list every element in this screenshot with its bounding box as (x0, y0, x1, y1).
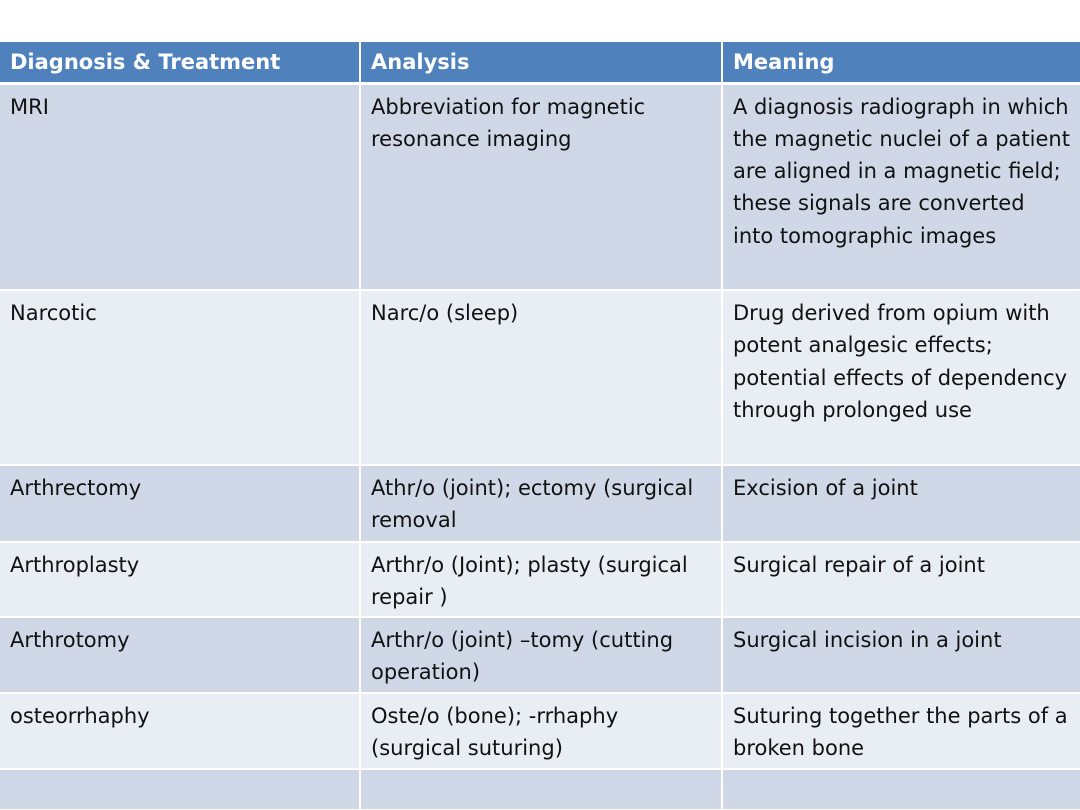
table-row (0, 693, 1080, 769)
table-row (0, 290, 1080, 465)
term-cell: Arthrectomy (0, 465, 360, 542)
table-header-row (0, 42, 1080, 83)
meaning-cell: Suturing together the parts of a broken bone (722, 693, 1080, 769)
analysis-cell (360, 769, 722, 810)
table-row (0, 83, 1080, 290)
table-row (0, 617, 1080, 693)
meaning-cell: Surgical incision in a joint (722, 617, 1080, 693)
analysis-cell: Arthr/o (joint) –tomy (cutting operation) (360, 617, 722, 693)
term-cell: Arthroplasty (0, 542, 360, 617)
analysis-cell: Arthr/o (Joint); plasty (surgical repair ) (360, 542, 722, 617)
meaning-cell: Drug derived from opium with potent analgesic effects; potential effects of dependency through prolonged use (722, 290, 1080, 465)
term-cell: MRI (0, 83, 360, 290)
terminology-table (0, 42, 1080, 810)
meaning-cell (722, 769, 1080, 810)
analysis-cell: Oste/o (bone); -rrhaphy (surgical suturing) (360, 693, 722, 769)
header-meaning: Meaning (722, 42, 1080, 83)
meaning-cell: A diagnosis radiograph in which the magnetic nuclei of a patient are aligned in a magnetic field; these signals are converted into tomographic images (722, 83, 1080, 290)
term-cell (0, 769, 360, 810)
table-row (0, 465, 1080, 542)
table-row-empty (0, 769, 1080, 810)
term-cell: Arthrotomy (0, 617, 360, 693)
analysis-cell: Abbreviation for magnetic resonance imaging (360, 83, 722, 290)
header-diagnosis-treatment: Diagnosis & Treatment (0, 42, 360, 83)
header-analysis: Analysis (360, 42, 722, 83)
term-cell: osteorrhaphy (0, 693, 360, 769)
term-cell: Narcotic (0, 290, 360, 465)
analysis-cell: Athr/o (joint); ectomy (surgical removal (360, 465, 722, 542)
analysis-cell: Narc/o (sleep) (360, 290, 722, 465)
meaning-cell: Excision of a joint (722, 465, 1080, 542)
meaning-cell: Surgical repair of a joint (722, 542, 1080, 617)
table-row (0, 542, 1080, 617)
